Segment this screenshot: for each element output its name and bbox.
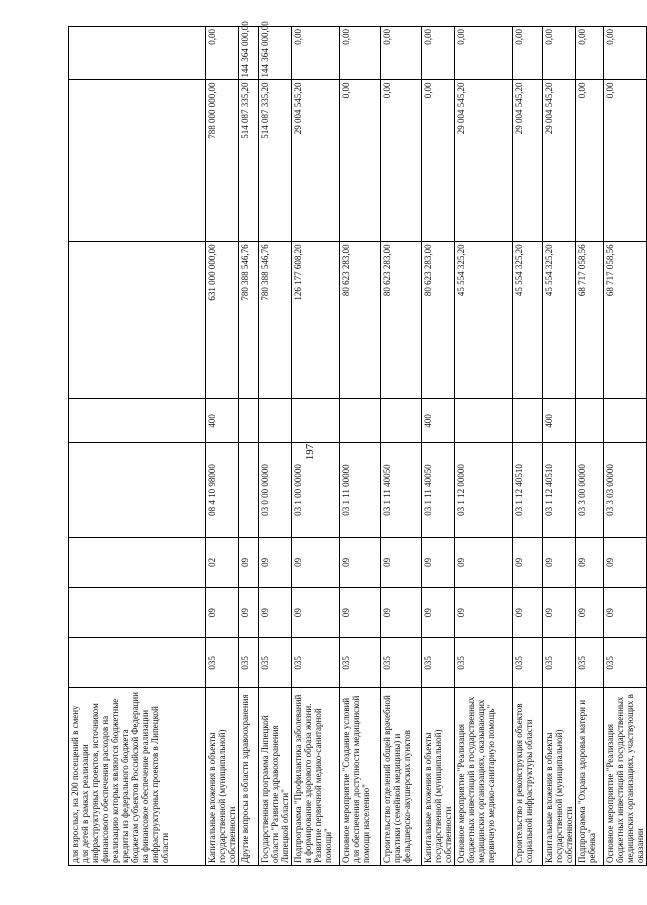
row-name-cell: Подпрограмма "Профилактика заболеваний и формирование здорового образа жизни. Развитие первичной медико-санитарной помощи" [292, 688, 340, 866]
amount-cell: 0,00 [381, 80, 422, 242]
target-code-cell: 03 1 11 40050 [381, 443, 422, 537]
target-code-cell: 03 1 12 00000 [455, 443, 513, 537]
target-code-cell: 03 0 00 00000 [259, 443, 292, 537]
row-name-cell: Строительство и реконструкция объектов социальной инфраструктуры области [513, 688, 543, 866]
row-name-cell: Другие вопросы в области здравоохранения [239, 688, 259, 866]
expense-code-cell [513, 399, 543, 443]
amount-cell: 0,00 [543, 27, 576, 80]
amount-cell: 0,00 [381, 27, 422, 80]
table-row [292, 27, 340, 866]
table-row [206, 27, 239, 866]
amount-cell: 788 000 000,00 [206, 80, 239, 242]
amount-cell [69, 80, 206, 242]
subsection-code-cell: 09 [604, 537, 647, 587]
row-name-cell: Капитальные вложения в объекты государственной (муниципальной) собственности [543, 688, 576, 866]
ministry-code-cell: 035 [576, 638, 604, 688]
expense-code-cell [340, 399, 381, 443]
section-code-cell: 09 [576, 587, 604, 637]
subsection-code-cell: 09 [576, 537, 604, 587]
subsection-code-cell: 09 [292, 537, 340, 587]
target-code-cell: 03 1 00 00000 [292, 443, 340, 537]
table-row [604, 27, 647, 866]
target-code-cell: 03 1 11 40050 [422, 443, 455, 537]
amount-cell: 29 004 545,20 [292, 80, 340, 242]
amount-cell: 0,00 [206, 27, 239, 80]
expense-code-cell: 400 [422, 399, 455, 443]
expense-code-cell [455, 399, 513, 443]
section-code-cell: 09 [340, 587, 381, 637]
ministry-code-cell: 035 [543, 638, 576, 688]
expense-code-cell [69, 399, 206, 443]
table-row [513, 27, 543, 866]
amount-cell: 68 717 058,56 [604, 242, 647, 399]
target-code-cell: 03 1 12 40510 [513, 443, 543, 537]
section-code-cell: 09 [292, 587, 340, 637]
amount-cell: 0,00 [604, 27, 647, 80]
row-name-cell: Капитальные вложения в объекты государственной (муниципальной) собственности [422, 688, 455, 866]
amount-cell: 0,00 [455, 27, 513, 80]
row-name-cell: Государственная программа Липецкой области "Развитие здравоохранения Липецкой области" [259, 688, 292, 866]
target-code-cell: 08 4 10 98000 [206, 443, 239, 537]
expense-code-cell [239, 399, 259, 443]
row-name-cell: Подпрограмма "Охрана здоровья матери и ребенка" [576, 688, 604, 866]
ministry-code-cell: 035 [259, 638, 292, 688]
section-code-cell: 09 [422, 587, 455, 637]
amount-cell: 780 388 546,76 [239, 242, 259, 399]
table-row [340, 27, 381, 866]
table-row [422, 27, 455, 866]
amount-cell: 80 623 283,00 [381, 242, 422, 399]
row-name-cell: Строительство отделений общей врачебной практики (семейной медицины) и фельдшерско-акушерских пунктов [381, 688, 422, 866]
section-code-cell: 09 [239, 587, 259, 637]
budget-sheet [68, 21, 645, 866]
subsection-code-cell: 09 [422, 537, 455, 587]
subsection-code-cell [69, 537, 206, 587]
amount-cell: 80 623 283,00 [422, 242, 455, 399]
row-name-cell: Основное мероприятие "Реализация бюджетных инвестиций в государственных медицинских организациях, участвующих в оказании [604, 688, 647, 866]
subsection-code-cell: 09 [455, 537, 513, 587]
expense-code-cell [576, 399, 604, 443]
amount-cell: 126 177 608,20 [292, 242, 340, 399]
ministry-code-cell: 035 [604, 638, 647, 688]
subsection-code-cell: 02 [206, 537, 239, 587]
target-code-cell: 03 1 11 00000 [340, 443, 381, 537]
amount-cell: 29 004 545,20 [455, 80, 513, 242]
amount-cell: 29 004 545,20 [543, 80, 576, 242]
amount-cell: 0,00 [604, 80, 647, 242]
subsection-code-cell: 09 [513, 537, 543, 587]
expense-code-cell [259, 399, 292, 443]
table-row [576, 27, 604, 866]
table-row [455, 27, 513, 866]
table-row [381, 27, 422, 866]
amount-cell: 0,00 [292, 27, 340, 80]
ministry-code-cell: 035 [340, 638, 381, 688]
amount-cell [69, 27, 206, 80]
ministry-code-cell: 035 [292, 638, 340, 688]
section-code-cell: 09 [206, 587, 239, 637]
amount-cell: 514 087 335,20 [259, 80, 292, 242]
amount-cell: 0,00 [340, 27, 381, 80]
subsection-code-cell: 09 [381, 537, 422, 587]
table-row [543, 27, 576, 866]
ministry-code-cell [69, 638, 206, 688]
section-code-cell: 09 [513, 587, 543, 637]
expense-code-cell [381, 399, 422, 443]
amount-cell: 68 717 058,56 [576, 242, 604, 399]
row-name-cell: для взрослых, на 200 посещений в смену для детей в рамках реализации инфраструктурных проектов, источником финансового обеспечения расходов на реализацию которых являются бюджетные кредиты из федерального бюджета бюджетам субъектов Российской Федерации на финансовое обеспечение реализации инфраструктурных проектов в Липецкой области [69, 688, 206, 866]
amount-cell [69, 242, 206, 399]
table-row [259, 27, 292, 866]
amount-cell: 45 554 325,20 [513, 242, 543, 399]
section-code-cell [69, 587, 206, 637]
amount-cell: 0,00 [513, 27, 543, 80]
section-code-cell: 09 [543, 587, 576, 637]
target-code-cell: 03 3 03 00000 [604, 443, 647, 537]
row-name-cell: Основное мероприятие "Создание условий для обеспечения доступности медицинской помощи населению" [340, 688, 381, 866]
amount-cell: 0,00 [340, 80, 381, 242]
section-code-cell: 09 [381, 587, 422, 637]
row-name-cell: Капитальные вложения в объекты государственной (муниципальной) собственности [206, 688, 239, 866]
subsection-code-cell: 09 [259, 537, 292, 587]
table-body [69, 21, 647, 866]
page-number: 197 [304, 443, 316, 461]
expense-code-cell: 400 [543, 399, 576, 443]
expense-code-cell [292, 399, 340, 443]
amount-cell: 144 364 000,00 [239, 27, 259, 80]
amount-cell: 514 087 335,20 [239, 80, 259, 242]
ministry-code-cell: 035 [206, 638, 239, 688]
amount-cell: 144 364 000,00 [259, 27, 292, 80]
ministry-code-cell: 035 [381, 638, 422, 688]
amount-cell: 29 004 545,20 [513, 80, 543, 242]
subsection-code-cell: 09 [239, 537, 259, 587]
subsection-code-cell: 09 [543, 537, 576, 587]
row-name-cell: Основное мероприятие "Реализация бюджетных инвестиций в государственных медицинских организациях, оказывающих первичную медико-санитарную помощь" [455, 688, 513, 866]
section-code-cell: 09 [604, 587, 647, 637]
ministry-code-cell: 035 [513, 638, 543, 688]
amount-cell: 0,00 [422, 27, 455, 80]
amount-cell: 0,00 [576, 80, 604, 242]
budget-table [68, 21, 647, 866]
table-row [69, 27, 206, 866]
target-code-cell: 03 1 12 40510 [543, 443, 576, 537]
target-code-cell [69, 443, 206, 537]
section-code-cell: 09 [455, 587, 513, 637]
amount-cell: 45 554 325,20 [543, 242, 576, 399]
amount-cell: 0,00 [576, 27, 604, 80]
ministry-code-cell: 035 [239, 638, 259, 688]
target-code-cell [239, 443, 259, 537]
ministry-code-cell: 035 [455, 638, 513, 688]
target-code-cell: 03 3 00 00000 [576, 443, 604, 537]
amount-cell: 0,00 [422, 80, 455, 242]
amount-cell: 80 623 283,00 [340, 242, 381, 399]
table-row [239, 27, 259, 866]
subsection-code-cell: 09 [340, 537, 381, 587]
ministry-code-cell: 035 [422, 638, 455, 688]
amount-cell: 780 388 546,76 [259, 242, 292, 399]
amount-cell: 45 554 325,20 [455, 242, 513, 399]
expense-code-cell: 400 [206, 399, 239, 443]
amount-cell: 631 000 000,00 [206, 242, 239, 399]
expense-code-cell [604, 399, 647, 443]
section-code-cell: 09 [259, 587, 292, 637]
